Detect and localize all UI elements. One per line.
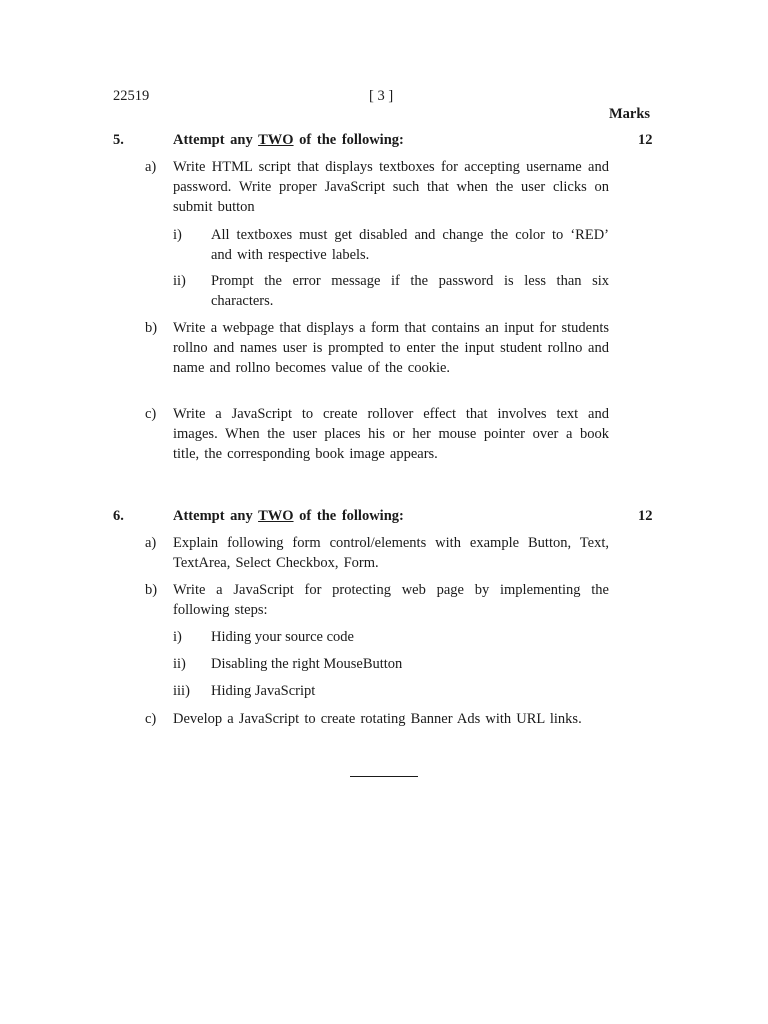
marks-heading: Marks: [609, 106, 651, 122]
paper-code: 22519: [113, 88, 150, 104]
q5-marks: 12: [638, 132, 653, 148]
q6b-ii-text: Disabling the right MouseButton: [211, 656, 403, 672]
q6-number: 6.: [113, 508, 124, 524]
q6a-text: Explain following form control/elements with example Button, Text, TextArea, Select Checkbox, Form.: [173, 535, 609, 571]
q6b-iii-label: iii): [173, 683, 190, 699]
q5a-ii-text: Prompt the error message if the password is less than six characters.: [211, 273, 609, 309]
q5a-i-text: All textboxes must get disabled and change the color to ‘RED’ and with respective labels.: [211, 227, 609, 263]
q5c-label: c): [145, 406, 157, 422]
q6-marks: 12: [638, 508, 653, 524]
q6b-text: Write a JavaScript for protecting web page by implementing the following steps:: [173, 582, 609, 618]
q5a-text: Write HTML script that displays textboxes for accepting username and password. Write proper JavaScript such that when the user clicks on submit button: [173, 159, 609, 215]
q6b-i-label: i): [173, 629, 182, 645]
q6b-label: b): [145, 582, 158, 598]
page-number: [ 3 ]: [369, 88, 394, 104]
q5-number: 5.: [113, 132, 124, 148]
end-rule: [350, 776, 418, 777]
q5b-text: Write a webpage that displays a form that contains an input for students rollno and names user is prompted to enter the input student rollno and name and rollno becomes value of the cookie.: [173, 320, 609, 376]
q5b-label: b): [145, 320, 158, 336]
q5a-ii-label: ii): [173, 273, 186, 289]
q5c-text: Write a JavaScript to create rollover effect that involves text and images. When the user places his or her mouse pointer over a book title, the corresponding book image appears.: [173, 406, 609, 462]
q6b-i-text: Hiding your source code: [211, 629, 354, 645]
q6b-ii-label: ii): [173, 656, 186, 672]
q6b-iii-text: Hiding JavaScript: [211, 683, 316, 699]
q5a-i-label: i): [173, 227, 182, 243]
q6c-text: Develop a JavaScript to create rotating Banner Ads with URL links.: [173, 711, 582, 727]
q5-instruction: Attempt any TWO of the following:: [173, 132, 404, 148]
q5a-label: a): [145, 159, 157, 175]
q6-instruction: Attempt any TWO of the following:: [173, 508, 404, 524]
q6c-label: c): [145, 711, 157, 727]
q6a-label: a): [145, 535, 157, 551]
